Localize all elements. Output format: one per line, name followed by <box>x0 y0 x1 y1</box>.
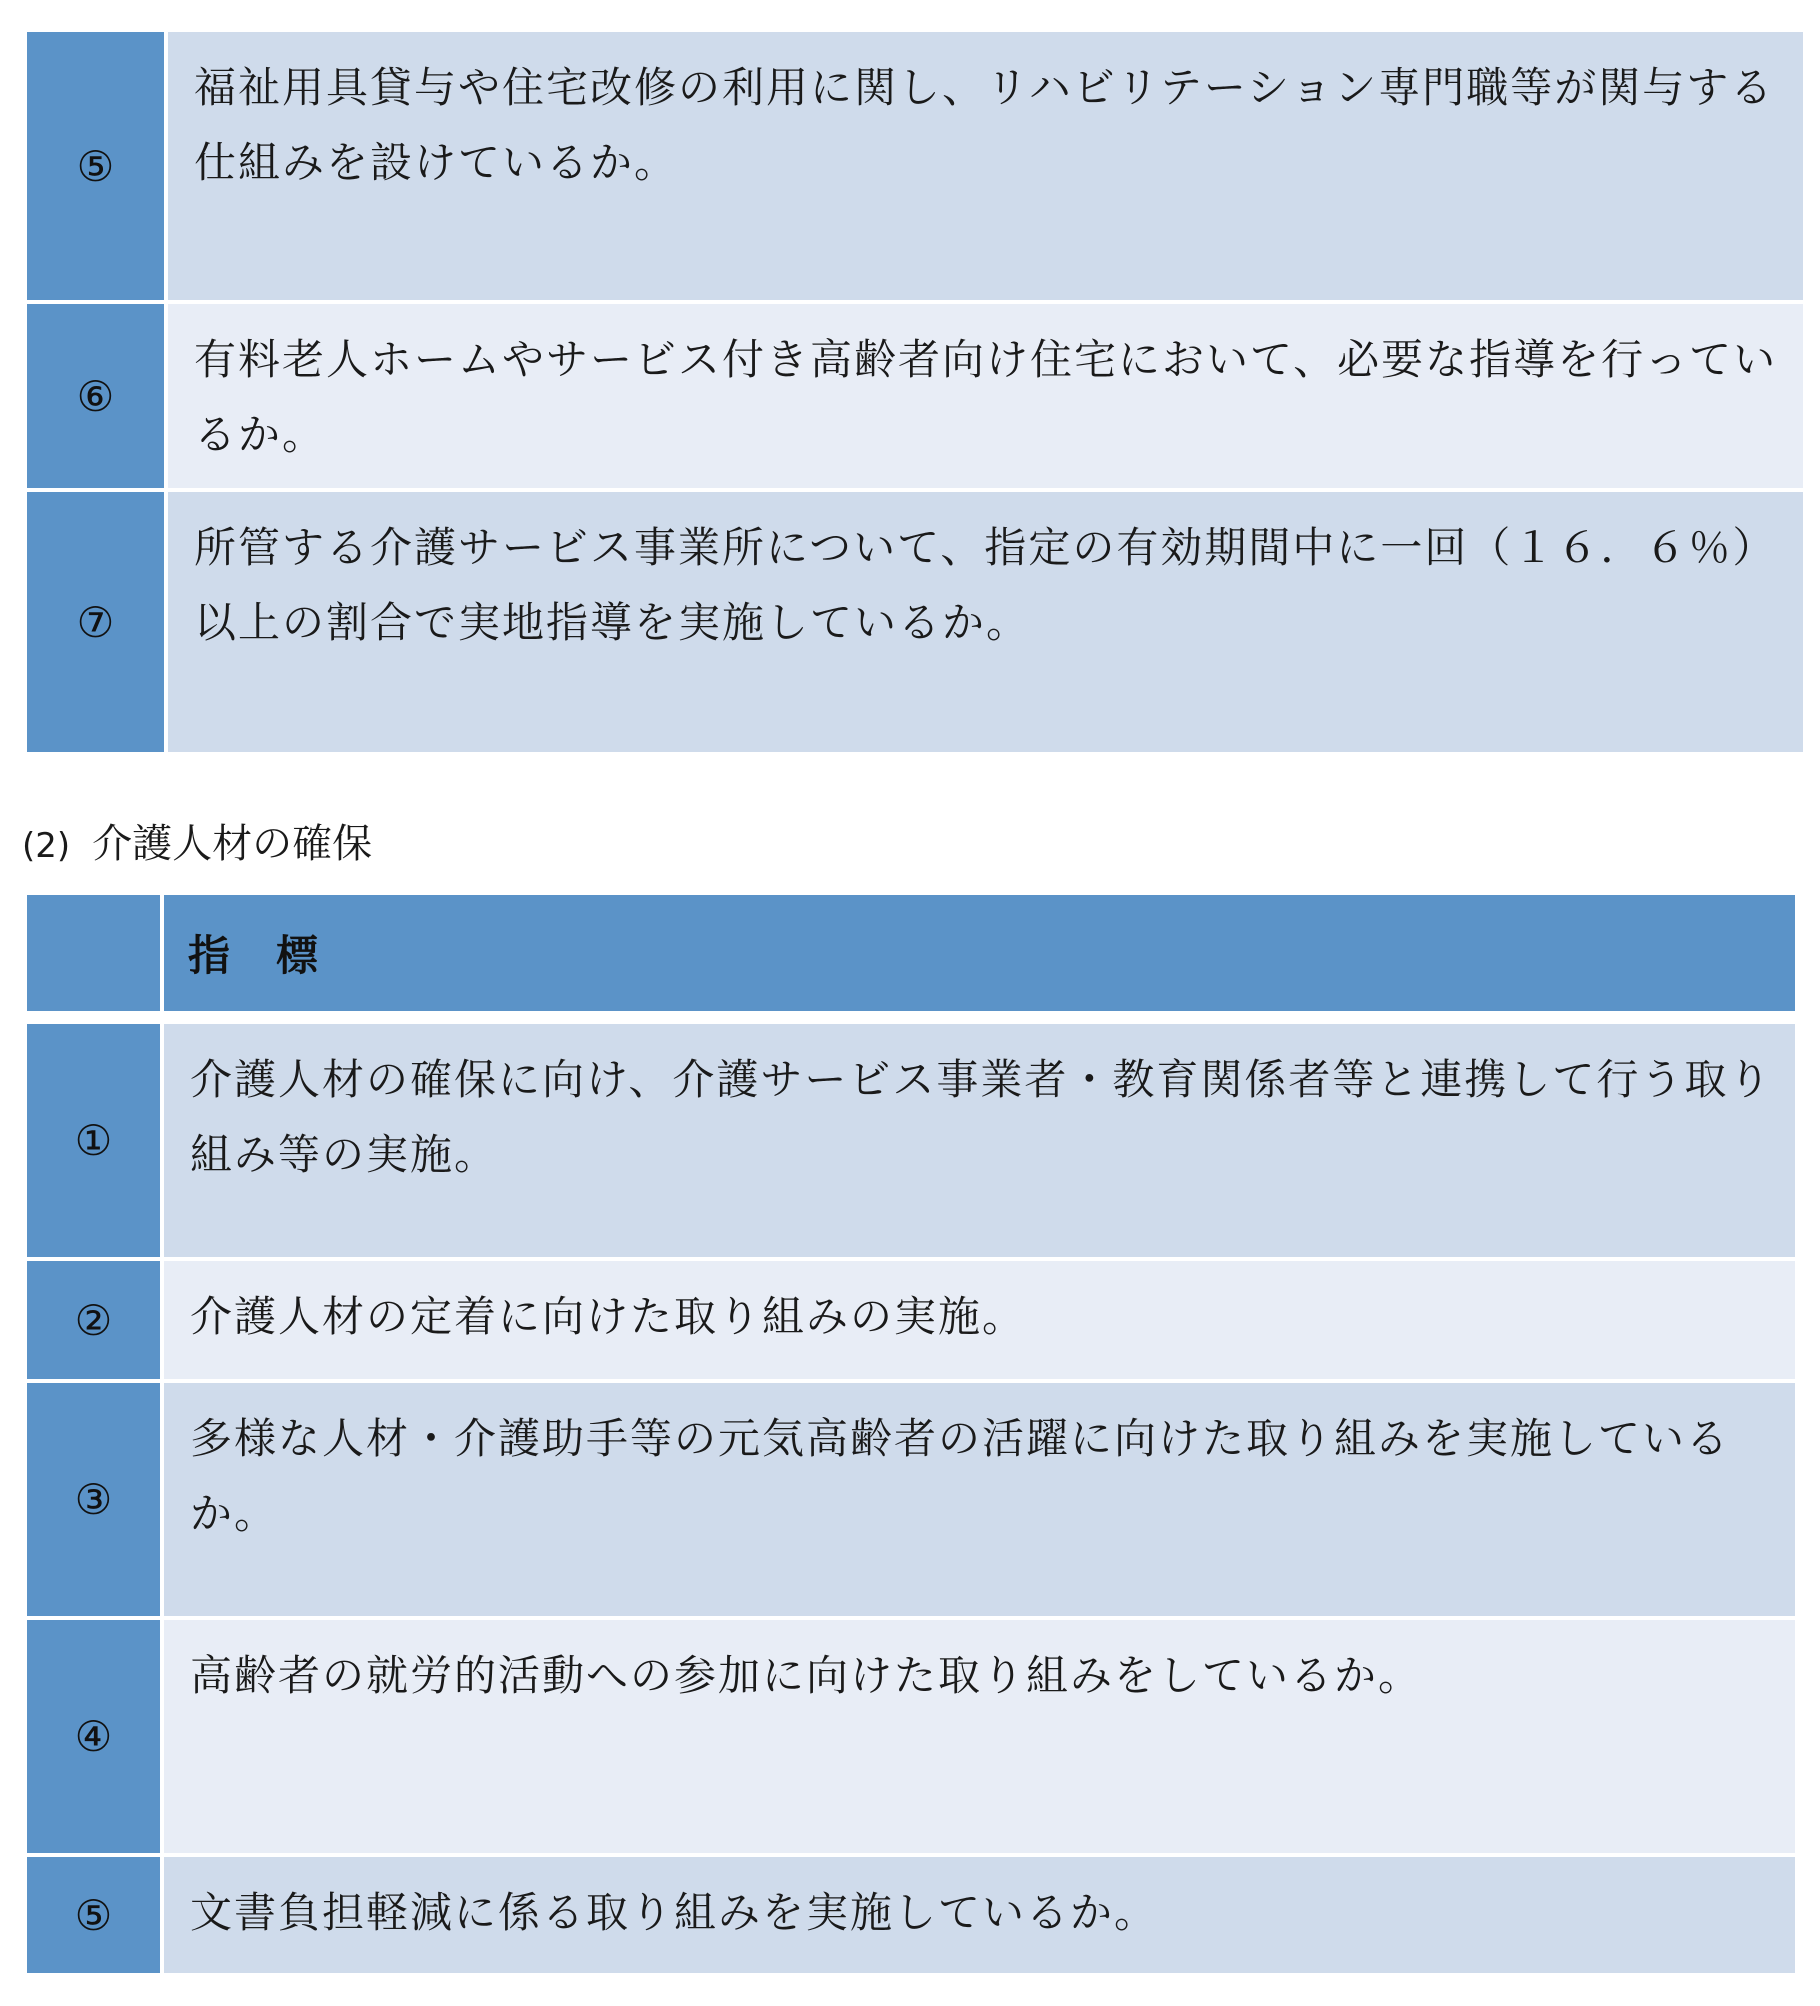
table-row <box>27 304 1803 492</box>
row-text: 福祉用具貸与や住宅改修の利用に関し、リハビリテーション専門職等が関与する仕組みを設けているか。 <box>168 32 1803 304</box>
header-number-cell <box>27 895 164 1024</box>
table-row <box>27 492 1803 756</box>
row-number: ① <box>27 1024 164 1261</box>
row-number: ⑥ <box>27 304 168 492</box>
row-number: ⑤ <box>27 1857 164 1977</box>
table-header-row <box>27 895 1795 1024</box>
section-number: (2) <box>22 826 71 866</box>
section-title: 介護人材の確保 <box>92 821 373 867</box>
header-label: 指 標 <box>164 895 1795 1024</box>
row-text: 有料老人ホームやサービス付き高齢者向け住宅において、必要な指導を行っているか。 <box>168 304 1803 492</box>
indicator-table-2 <box>27 895 1795 1977</box>
table-row <box>27 1261 1795 1383</box>
table-row <box>27 1024 1795 1261</box>
table-row <box>27 1620 1795 1857</box>
table-row <box>27 1857 1795 1977</box>
row-number: ⑦ <box>27 492 168 756</box>
section-heading <box>22 812 372 869</box>
table-row <box>27 1383 1795 1620</box>
row-number: ④ <box>27 1620 164 1857</box>
indicator-table-1 <box>27 32 1803 756</box>
row-text: 所管する介護サービス事業所について、指定の有効期間中に一回（１６．６％）以上の割合で実地指導を実施しているか。 <box>168 492 1803 756</box>
row-text: 介護人材の確保に向け、介護サービス事業者・教育関係者等と連携して行う取り組み等の実施。 <box>164 1024 1795 1261</box>
row-number: ③ <box>27 1383 164 1620</box>
table-row <box>27 32 1803 304</box>
row-text: 文書負担軽減に係る取り組みを実施しているか。 <box>164 1857 1795 1977</box>
row-number: ② <box>27 1261 164 1383</box>
row-text: 介護人材の定着に向けた取り組みの実施。 <box>164 1261 1795 1383</box>
row-text: 多様な人材・介護助手等の元気高齢者の活躍に向けた取り組みを実施しているか。 <box>164 1383 1795 1620</box>
row-text: 高齢者の就労的活動への参加に向けた取り組みをしているか。 <box>164 1620 1795 1857</box>
row-number: ⑤ <box>27 32 168 304</box>
